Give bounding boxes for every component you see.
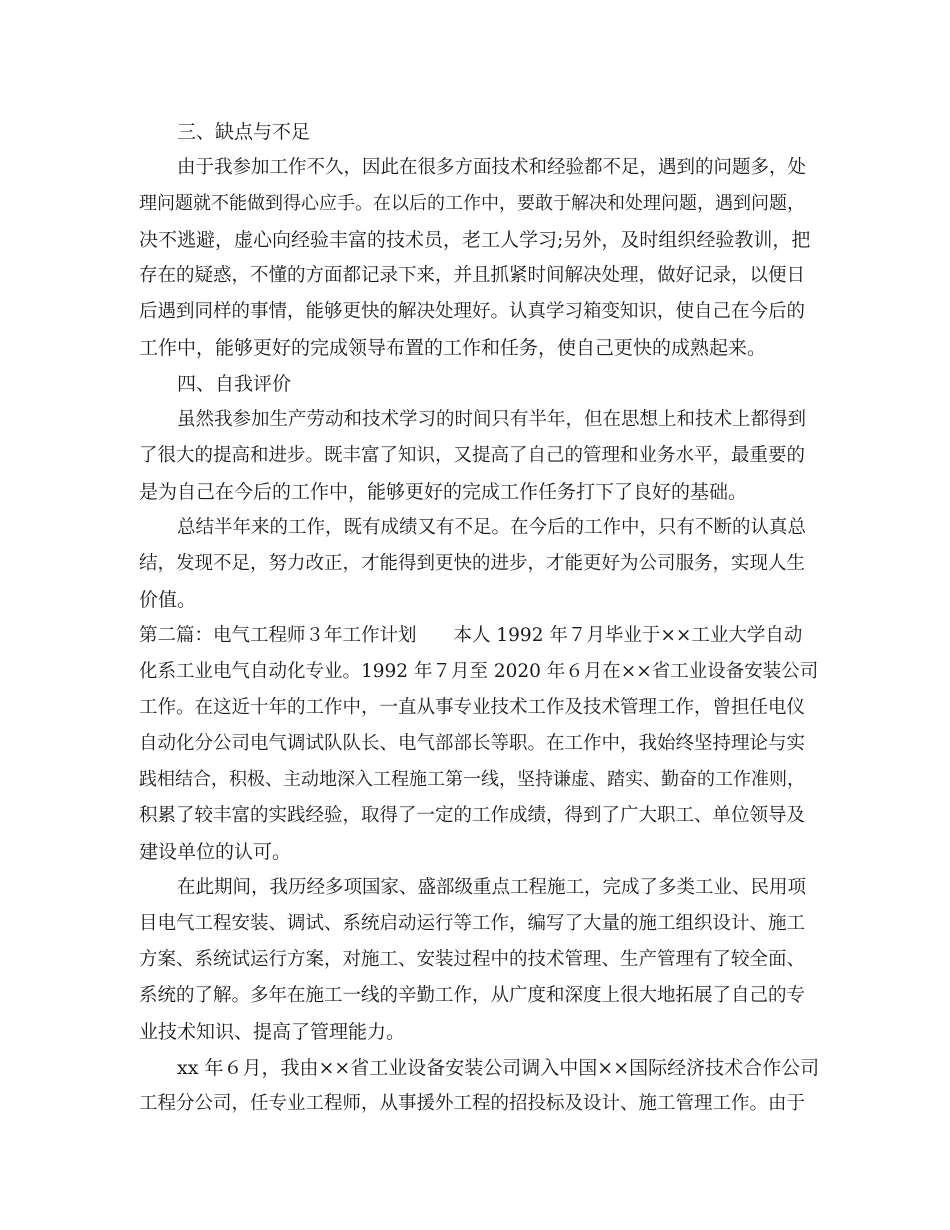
paragraph-line: xx 年６月，我由××省工业设备安装公司调入中国××国际经济技术合作公司 — [177, 1057, 820, 1079]
paragraph-line: 工程分公司，任专业工程师，从事援外工程的招投标及设计、施工管理工作。由于 — [139, 1093, 806, 1114]
paragraph-line: 方案、系统试运行方案，对施工、安装过程中的技术管理、生产管理有了较全面、 — [139, 949, 806, 970]
paragraph-line: 总结半年来的工作，既有成绩又有不足。在今后的工作中，只有不断的认真总 — [177, 517, 807, 538]
chapter-title-line: 第二篇：电气工程师３年工作计划 本人 1992 年７月毕业于××工业大学自动 — [139, 625, 803, 646]
paragraph-line: 了很大的提高和进步。既丰富了知识，又提高了自己的管理和业务水平，最重要的 — [139, 445, 806, 466]
paragraph-line: 化系工业电气自动化专业。1992 年７月至 2020 年６月在××省工业设备安装公司 — [139, 661, 819, 682]
section-heading: 三、缺点与不足 — [177, 121, 311, 143]
paragraph-line: 目电气工程安装、调试、系统启动运行等工作，编写了大量的施工组织设计、施工 — [139, 913, 806, 934]
paragraph-line: 系统的了解。多年在施工一线的辛勤工作，从广度和深度上很大地拓展了自己的专 — [139, 985, 806, 1006]
paragraph-line: 积累了较丰富的实践经验，取得了一定的工作成绩，得到了广大职工、单位领导及 — [139, 805, 806, 826]
paragraph-line: 结，发现不足，努力改正，才能得到更快的进步，才能更好为公司服务，实现人生 — [139, 553, 806, 574]
section-heading: 四、自我评价 — [177, 373, 292, 395]
paragraph-line: 业技术知识、提高了管理能力。 — [139, 1021, 406, 1043]
paragraph-line: 后遇到同样的事情，能够更快的解决处理好。认真学习箱变知识，使自己在今后的 — [139, 301, 806, 322]
paragraph-line: 工作。在这近十年的工作中，一直从事专业技术工作及技术管理工作，曾担任电仪 — [139, 697, 806, 718]
paragraph-line: 工作中，能够更好的完成领导布置的工作和任务，使自己更快的成熟起来。 — [139, 337, 767, 359]
paragraph-line: 虽然我参加生产劳动和技术学习的时间只有半年，但在思想上和技术上都得到 — [177, 409, 807, 430]
paragraph-line: 践相结合，积极、主动地深入工程施工第一线，坚持谦虚、踏实、勤奋的工作准则， — [139, 769, 805, 790]
paragraph-line: 决不逃避，虚心向经验丰富的技术员，老工人学习;另外，及时组织经验教训，把 — [139, 229, 811, 251]
paragraph-line: 由于我参加工作不久，因此在很多方面技术和经验都不足，遇到的问题多，处 — [177, 157, 807, 178]
paragraph-line: 是为自己在今后的工作中，能够更好的完成工作任务打下了良好的基础。 — [139, 481, 748, 503]
paragraph-line: 自动化分公司电气调试队队长、电气部部长等职。在工作中，我始终坚持理论与实 — [139, 733, 806, 754]
paragraph-line: 价值。 — [139, 589, 197, 611]
paragraph-line: 建设单位的认可。 — [139, 841, 292, 863]
paragraph-line: 在此期间，我历经多项国家、盛部级重点工程施工，完成了多类工业、民用项 — [177, 877, 807, 898]
paragraph-line: 理问题就不能做到得心应手。在以后的工作中，要敢于解决和处理问题，遇到问题， — [139, 193, 805, 214]
paragraph-line: 存在的疑惑，不懂的方面都记录下来，并且抓紧时间解决处理，做好记录，以便日 — [139, 265, 806, 286]
